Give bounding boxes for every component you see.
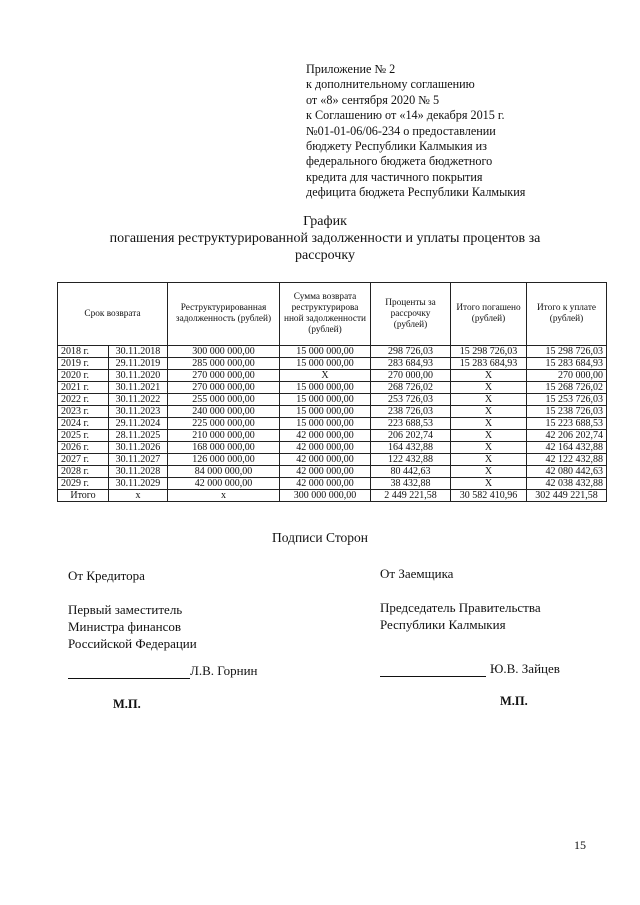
row-year: 2027 г.	[58, 454, 109, 466]
borrower-from: От Заемщика	[380, 566, 454, 581]
row-date: 28.11.2025	[109, 430, 168, 442]
row-return: 15 000 000,00	[280, 406, 371, 418]
appendix-line: к Соглашению от «14» декабря 2015 г.	[306, 108, 505, 123]
table-total-row	[58, 490, 607, 502]
header-repaid: Итого погашено (рублей)	[451, 283, 527, 346]
creditor-name: Л.В. Горнин	[190, 663, 258, 678]
row-debt: 255 000 000,00	[168, 394, 280, 406]
row-year: 2019 г.	[58, 358, 109, 370]
row-interest: 223 688,53	[371, 418, 451, 430]
row-year: 2026 г.	[58, 442, 109, 454]
table-row	[58, 430, 607, 442]
row-to-pay: 15 283 684,93	[527, 358, 607, 370]
row-year: 2028 г.	[58, 466, 109, 478]
appendix-line: кредита для частичного покрытия	[306, 169, 483, 184]
row-repaid: Х	[451, 418, 527, 430]
header-interest: Проценты за рассрочку (рублей)	[371, 283, 451, 346]
table-row	[58, 466, 607, 478]
row-year: 2021 г.	[58, 382, 109, 394]
row-to-pay: 42 038 432,88	[527, 478, 607, 490]
table-row	[58, 358, 607, 370]
title-line-2: погашения реструктурированной задолженности и уплаты процентов за	[109, 231, 541, 246]
row-repaid: Х	[451, 454, 527, 466]
row-debt: 285 000 000,00	[168, 358, 280, 370]
row-to-pay: 15 238 726,03	[527, 406, 607, 418]
row-debt: 270 000 000,00	[168, 382, 280, 394]
repayment-schedule-table	[57, 282, 607, 502]
row-debt: 168 000 000,00	[168, 442, 280, 454]
row-return: 42 000 000,00	[280, 430, 371, 442]
appendix-line: дефицита бюджета Республики Калмыкия	[306, 185, 526, 200]
row-interest: 268 726,02	[371, 382, 451, 394]
row-repaid: Х	[451, 394, 527, 406]
row-repaid: Х	[451, 430, 527, 442]
row-date: 30.11.2026	[109, 442, 168, 454]
row-to-pay: 42 164 432,88	[527, 442, 607, 454]
total-label: Итого	[58, 490, 109, 502]
creditor-signature-line	[68, 678, 190, 679]
row-date: 30.11.2029	[109, 478, 168, 490]
appendix-line: к дополнительному соглашению	[306, 77, 475, 92]
borrower-position-line: Председатель Правительства	[380, 600, 541, 615]
total-date: х	[109, 490, 168, 502]
row-return: 42 000 000,00	[280, 478, 371, 490]
row-debt: 84 000 000,00	[168, 466, 280, 478]
row-date: 30.11.2020	[109, 370, 168, 382]
row-to-pay: 15 268 726,02	[527, 382, 607, 394]
row-to-pay: 15 253 726,03	[527, 394, 607, 406]
row-date: 30.11.2018	[109, 346, 168, 358]
row-to-pay: 270 000,00	[527, 370, 607, 382]
row-date: 29.11.2019	[109, 358, 168, 370]
row-debt: 300 000 000,00	[168, 346, 280, 358]
table-row	[58, 418, 607, 430]
creditor-position-line: Российской Федерации	[68, 636, 197, 651]
total-return: 300 000 000,00	[280, 490, 371, 502]
row-to-pay: 15 223 688,53	[527, 418, 607, 430]
row-repaid: 15 298 726,03	[451, 346, 527, 358]
schedule-title	[40, 213, 610, 264]
row-debt: 270 000 000,00	[168, 370, 280, 382]
row-to-pay: 15 298 726,03	[527, 346, 607, 358]
appendix-line: №01-01-06/06-234 о предоставлении	[306, 123, 496, 138]
row-interest: 164 432,88	[371, 442, 451, 454]
row-repaid: Х	[451, 382, 527, 394]
creditor-block	[68, 567, 257, 679]
row-to-pay: 42 080 442,63	[527, 466, 607, 478]
row-to-pay: 42 206 202,74	[527, 430, 607, 442]
row-debt: 210 000 000,00	[168, 430, 280, 442]
row-return: 42 000 000,00	[280, 466, 371, 478]
row-repaid: Х	[451, 406, 527, 418]
row-date: 30.11.2028	[109, 466, 168, 478]
row-return: 15 000 000,00	[280, 418, 371, 430]
row-repaid: Х	[451, 370, 527, 382]
row-interest: 206 202,74	[371, 430, 451, 442]
total-interest: 2 449 221,58	[371, 490, 451, 502]
row-return: Х	[280, 370, 371, 382]
header-debt: Реструктурированная задолженность (рублей)	[168, 283, 280, 346]
table-row	[58, 382, 607, 394]
row-date: 30.11.2022	[109, 394, 168, 406]
row-return: 42 000 000,00	[280, 454, 371, 466]
row-year: 2020 г.	[58, 370, 109, 382]
row-repaid: Х	[451, 442, 527, 454]
row-interest: 122 432,88	[371, 454, 451, 466]
row-year: 2025 г.	[58, 430, 109, 442]
appendix-line: Приложение № 2	[306, 62, 396, 76]
row-year: 2018 г.	[58, 346, 109, 358]
row-return: 15 000 000,00	[280, 394, 371, 406]
table-row	[58, 346, 607, 358]
row-repaid: Х	[451, 466, 527, 478]
title-line-3: рассрочку	[295, 248, 355, 263]
row-return: 15 000 000,00	[280, 346, 371, 358]
title-line-1: График	[303, 214, 347, 229]
row-date: 30.11.2021	[109, 382, 168, 394]
creditor-position-line: Первый заместитель	[68, 602, 183, 617]
borrower-stamp-place: М.П.	[500, 694, 528, 708]
table-header-row	[58, 283, 607, 346]
appendix-line: бюджету Республики Калмыкия из	[306, 139, 487, 154]
appendix-line: федерального бюджета бюджетного	[306, 154, 493, 169]
total-debt: х	[168, 490, 280, 502]
borrower-name: Ю.В. Зайцев	[490, 661, 560, 676]
table-row	[58, 406, 607, 418]
row-return: 42 000 000,00	[280, 442, 371, 454]
row-interest: 80 442,63	[371, 466, 451, 478]
creditor-from: От Кредитора	[68, 568, 145, 583]
row-year: 2024 г.	[58, 418, 109, 430]
table-row	[58, 394, 607, 406]
row-interest: 253 726,03	[371, 394, 451, 406]
row-year: 2022 г.	[58, 394, 109, 406]
row-interest: 38 432,88	[371, 478, 451, 490]
header-return-sum: Сумма возврата реструктурирова нной задолженности (рублей)	[280, 283, 371, 346]
row-return: 15 000 000,00	[280, 358, 371, 370]
row-interest: 270 000,00	[371, 370, 451, 382]
row-debt: 42 000 000,00	[168, 478, 280, 490]
creditor-position-line: Министра финансов	[68, 619, 182, 634]
table-row	[58, 370, 607, 382]
row-repaid: 15 283 684,93	[451, 358, 527, 370]
row-debt: 240 000 000,00	[168, 406, 280, 418]
row-year: 2023 г.	[58, 406, 109, 418]
page-number: 15	[574, 838, 586, 852]
borrower-signature-line	[380, 676, 486, 677]
row-repaid: Х	[451, 478, 527, 490]
table-row	[58, 442, 607, 454]
total-repaid: 30 582 410,96	[451, 490, 527, 502]
row-date: 29.11.2024	[109, 418, 168, 430]
signatures-heading: Подписи Сторон	[271, 530, 369, 545]
borrower-block	[380, 565, 560, 677]
header-term: Срок возврата	[58, 283, 168, 346]
appendix-line: от «8» сентября 2020 № 5	[306, 92, 440, 107]
row-debt: 126 000 000,00	[168, 454, 280, 466]
borrower-position-line: Республики Калмыкия	[380, 617, 506, 632]
appendix-header	[306, 62, 525, 201]
row-interest: 283 684,93	[371, 358, 451, 370]
row-date: 30.11.2027	[109, 454, 168, 466]
row-date: 30.11.2023	[109, 406, 168, 418]
row-debt: 225 000 000,00	[168, 418, 280, 430]
table-row	[58, 478, 607, 490]
row-return: 15 000 000,00	[280, 382, 371, 394]
row-interest: 238 726,03	[371, 406, 451, 418]
creditor-stamp-place: М.П.	[113, 697, 141, 711]
row-interest: 298 726,03	[371, 346, 451, 358]
row-to-pay: 42 122 432,88	[527, 454, 607, 466]
row-year: 2029 г.	[58, 478, 109, 490]
total-to-pay: 302 449 221,58	[527, 490, 607, 502]
header-to-pay: Итого к уплате (рублей)	[527, 283, 607, 346]
table-row	[58, 454, 607, 466]
